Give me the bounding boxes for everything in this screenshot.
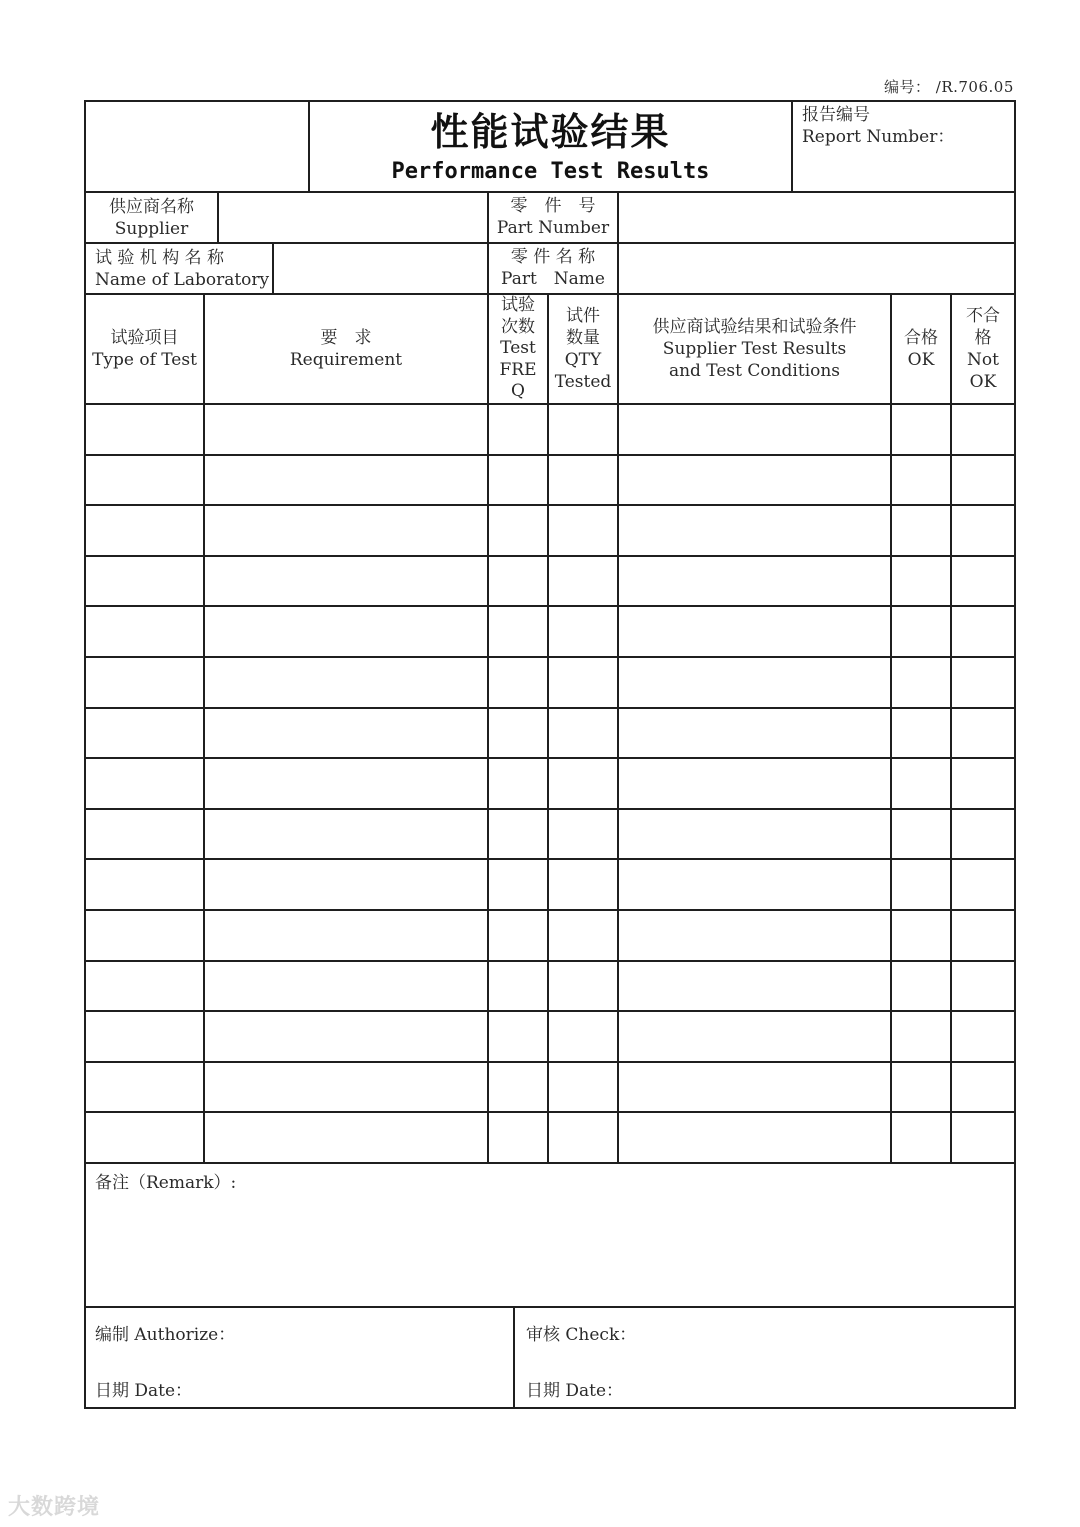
requirement-cell[interactable] <box>205 1063 487 1112</box>
requirement-cn: 要 求 <box>320 328 372 348</box>
supplier-label <box>86 193 217 242</box>
type-of-test-cell[interactable] <box>86 506 203 555</box>
results-cell[interactable] <box>619 506 890 555</box>
not-ok-cn-1: 不合 <box>966 306 1000 326</box>
part-number-value-field[interactable] <box>619 193 1014 242</box>
freq-en-3: Q <box>511 381 525 402</box>
laboratory-label-cn: 试 验 机 构 名 称 <box>95 247 225 268</box>
part-name-label-cn: 零 件 名 称 <box>510 246 596 267</box>
supplier-label-en: Supplier <box>114 218 189 239</box>
freq-cell[interactable] <box>489 405 547 454</box>
part-name-label-en: Part Name <box>501 268 605 289</box>
qty-cell[interactable] <box>549 456 617 505</box>
qty-cn-2: 数量 <box>566 328 600 348</box>
requirement-cell[interactable] <box>205 860 487 909</box>
ok-cell[interactable] <box>892 405 950 454</box>
requirement-cell[interactable] <box>205 607 487 656</box>
freq-cn-2: 次数 <box>501 316 535 337</box>
part-number-label-en: Part Number <box>496 217 610 238</box>
results-cell[interactable] <box>619 759 890 808</box>
report-number-label-en: Report Number： <box>802 127 955 147</box>
qty-cell[interactable] <box>549 759 617 808</box>
results-cell[interactable] <box>619 1063 890 1112</box>
freq-cell[interactable] <box>489 860 547 909</box>
freq-en-1: Test <box>500 338 536 359</box>
qty-cell[interactable] <box>549 557 617 606</box>
requirement-cell[interactable] <box>205 506 487 555</box>
type-of-test-cell[interactable] <box>86 405 203 454</box>
not-ok-cell[interactable] <box>952 405 1014 454</box>
ok-cell[interactable] <box>892 810 950 859</box>
qty-cell[interactable] <box>549 709 617 758</box>
ok-cell[interactable] <box>892 557 950 606</box>
freq-cell[interactable] <box>489 709 547 758</box>
freq-cell[interactable] <box>489 557 547 606</box>
type-of-test-cell[interactable] <box>86 860 203 909</box>
qty-cell[interactable] <box>549 810 617 859</box>
date-label-left: 日期 Date： <box>95 1381 193 1401</box>
ok-cell[interactable] <box>892 506 950 555</box>
freq-cell[interactable] <box>489 658 547 707</box>
col-header-requirement <box>205 295 487 403</box>
freq-en-2: FRE <box>499 359 537 380</box>
not-ok-cell[interactable] <box>952 810 1014 859</box>
report-number-field[interactable] <box>802 104 1007 154</box>
freq-cell[interactable] <box>489 1063 547 1112</box>
type-of-test-cell[interactable] <box>86 962 203 1011</box>
watermark-text: 大数跨境 <box>8 1495 101 1520</box>
table-bottom-line <box>84 1162 1016 1164</box>
col-header-supplier-results <box>619 295 890 403</box>
not-ok-en-2: OK <box>969 372 997 392</box>
qty-cell[interactable] <box>549 1063 617 1112</box>
qty-cell[interactable] <box>549 658 617 707</box>
freq-cell[interactable] <box>489 759 547 808</box>
col-header-type-of-test <box>86 295 203 403</box>
results-cell[interactable] <box>619 405 890 454</box>
requirement-cell[interactable] <box>205 405 487 454</box>
qty-cn-1: 试件 <box>566 306 600 326</box>
document-number: 编号： /R.706.05 <box>884 78 1014 96</box>
type-of-test-en: Type of Test <box>92 350 197 370</box>
results-cn: 供应商试验结果和试验条件 <box>652 317 857 337</box>
qty-cell[interactable] <box>549 860 617 909</box>
frame-bottom <box>84 1407 1016 1409</box>
type-of-test-cell[interactable] <box>86 709 203 758</box>
ok-cell[interactable] <box>892 911 950 960</box>
ok-cell[interactable] <box>892 607 950 656</box>
page-title-cn: 性能试验结果 <box>430 110 671 154</box>
type-of-test-cell[interactable] <box>86 759 203 808</box>
ok-cn: 合格 <box>904 328 938 348</box>
requirement-cell[interactable] <box>205 911 487 960</box>
qty-cell[interactable] <box>549 405 617 454</box>
qty-cell[interactable] <box>549 607 617 656</box>
supplier-value-field[interactable] <box>219 193 487 242</box>
freq-cell[interactable] <box>489 506 547 555</box>
requirement-cell[interactable] <box>205 456 487 505</box>
laboratory-label-en: Name of Laboratory <box>95 269 270 290</box>
col-header-not-ok <box>952 295 1014 403</box>
type-of-test-cell[interactable] <box>86 658 203 707</box>
supplier-label-cn: 供应商名称 <box>109 196 194 217</box>
freq-cell[interactable] <box>489 1113 547 1162</box>
type-of-test-cell[interactable] <box>86 1063 203 1112</box>
requirement-cell[interactable] <box>205 1113 487 1162</box>
freq-cell[interactable] <box>489 962 547 1011</box>
freq-cell[interactable] <box>489 607 547 656</box>
not-ok-cell[interactable] <box>952 607 1014 656</box>
part-number-label-cn: 零 件 号 <box>510 195 596 216</box>
not-ok-cell[interactable] <box>952 456 1014 505</box>
qty-en-2: Tested <box>554 372 612 392</box>
page-title-en: Performance Test Results <box>391 159 710 184</box>
requirement-en: Requirement <box>289 350 403 370</box>
part-number-label <box>489 191 617 242</box>
ok-cell[interactable] <box>892 456 950 505</box>
not-ok-cell[interactable] <box>952 962 1014 1011</box>
remark-label: 备注（Remark）: <box>95 1173 237 1193</box>
requirement-cell[interactable] <box>205 557 487 606</box>
authorize-label: 编制 Authorize： <box>95 1325 236 1345</box>
results-cell[interactable] <box>619 1012 890 1061</box>
remark-bottom-line <box>84 1306 1016 1308</box>
results-cell[interactable] <box>619 810 890 859</box>
col-header-qty-tested <box>549 295 617 403</box>
type-of-test-cell[interactable] <box>86 1012 203 1061</box>
ok-cell[interactable] <box>892 1012 950 1061</box>
requirement-cell[interactable] <box>205 810 487 859</box>
ok-cell[interactable] <box>892 1113 950 1162</box>
freq-cn-1: 试验 <box>501 295 535 316</box>
qty-cell[interactable] <box>549 962 617 1011</box>
not-ok-cell[interactable] <box>952 860 1014 909</box>
results-en-1: Supplier Test Results <box>662 339 847 359</box>
qty-cell[interactable] <box>549 1012 617 1061</box>
not-ok-cell[interactable] <box>952 1063 1014 1112</box>
requirement-cell[interactable] <box>205 1012 487 1061</box>
type-of-test-cell[interactable] <box>86 911 203 960</box>
type-of-test-cell[interactable] <box>86 810 203 859</box>
frame-right <box>1014 100 1016 1409</box>
freq-cell[interactable] <box>489 456 547 505</box>
laboratory-value-field[interactable] <box>274 244 487 293</box>
results-cell[interactable] <box>619 709 890 758</box>
title-divider-right <box>791 100 793 193</box>
ok-cell[interactable] <box>892 860 950 909</box>
part-name-label <box>489 242 617 293</box>
not-ok-cn-2: 格 <box>974 328 992 348</box>
results-cell[interactable] <box>619 860 890 909</box>
requirement-cell[interactable] <box>205 658 487 707</box>
col-header-test-freq <box>489 295 547 403</box>
requirement-cell[interactable] <box>205 709 487 758</box>
check-label: 审核 Check： <box>526 1325 637 1345</box>
freq-cell[interactable] <box>489 1012 547 1061</box>
type-of-test-cell[interactable] <box>86 1113 203 1162</box>
not-ok-cell[interactable] <box>952 759 1014 808</box>
not-ok-cell[interactable] <box>952 557 1014 606</box>
ok-cell[interactable] <box>892 759 950 808</box>
results-en-2: and Test Conditions <box>668 361 841 381</box>
signature-divider <box>513 1306 515 1408</box>
ok-en: OK <box>907 350 935 370</box>
qty-en-1: QTY <box>564 350 602 370</box>
results-cell[interactable] <box>619 658 890 707</box>
qty-cell[interactable] <box>549 911 617 960</box>
not-ok-en-1: Not <box>967 350 999 370</box>
requirement-cell[interactable] <box>205 962 487 1011</box>
report-number-label-cn: 报告编号 <box>802 105 870 125</box>
watermark-logo <box>8 1490 100 1521</box>
requirement-cell[interactable] <box>205 759 487 808</box>
type-of-test-cell[interactable] <box>86 607 203 656</box>
title-block <box>310 104 791 192</box>
results-cell[interactable] <box>619 962 890 1011</box>
results-cell[interactable] <box>619 456 890 505</box>
not-ok-cell[interactable] <box>952 658 1014 707</box>
results-cell[interactable] <box>619 1113 890 1162</box>
qty-cell[interactable] <box>549 506 617 555</box>
ok-cell[interactable] <box>892 709 950 758</box>
not-ok-cell[interactable] <box>952 1113 1014 1162</box>
frame-top <box>84 100 1016 102</box>
not-ok-cell[interactable] <box>952 1012 1014 1061</box>
type-of-test-cell[interactable] <box>86 557 203 606</box>
results-cell[interactable] <box>619 911 890 960</box>
date-label-right: 日期 Date： <box>526 1381 624 1401</box>
not-ok-cell[interactable] <box>952 506 1014 555</box>
type-of-test-cn: 试验项目 <box>110 328 179 348</box>
laboratory-label <box>95 244 272 293</box>
ok-cell[interactable] <box>892 962 950 1011</box>
freq-cell[interactable] <box>489 810 547 859</box>
qty-cell[interactable] <box>549 1113 617 1162</box>
ok-cell[interactable] <box>892 658 950 707</box>
not-ok-cell[interactable] <box>952 911 1014 960</box>
col-header-ok <box>892 295 950 403</box>
freq-cell[interactable] <box>489 911 547 960</box>
remark-field[interactable] <box>86 1195 1014 1305</box>
part-name-value-field[interactable] <box>619 244 1014 293</box>
ok-cell[interactable] <box>892 1063 950 1112</box>
not-ok-cell[interactable] <box>952 709 1014 758</box>
type-of-test-cell[interactable] <box>86 456 203 505</box>
results-cell[interactable] <box>619 557 890 606</box>
results-header-left <box>617 293 619 404</box>
results-cell[interactable] <box>619 607 890 656</box>
